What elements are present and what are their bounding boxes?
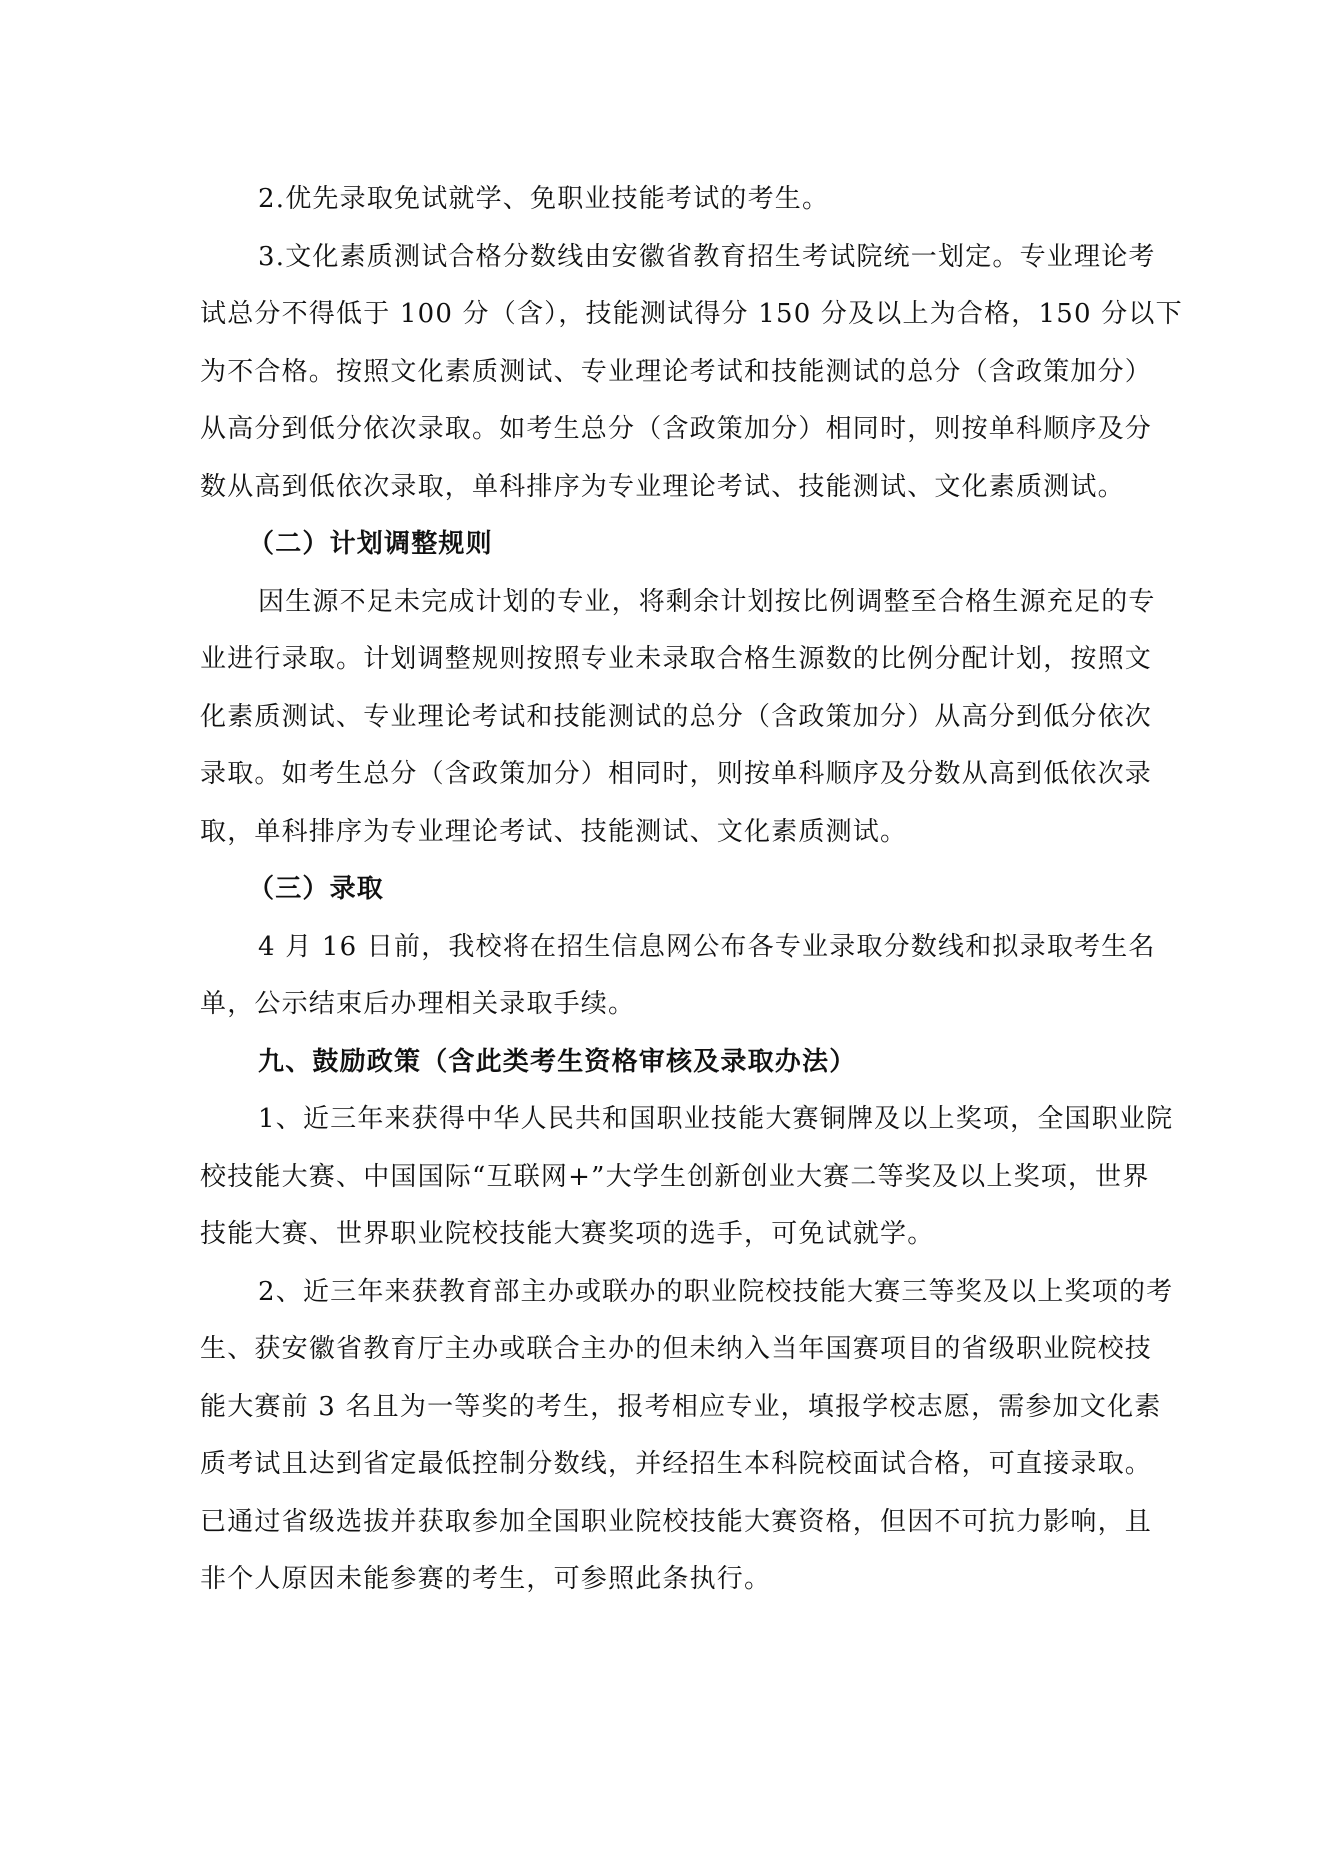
paragraph-line: 试总分不得低于 100 分（含），技能测试得分 150 分及以上为合格，150 分以下 [200,299,1183,329]
paragraph-line: 因生源不足未完成计划的专业，将剩余计划按比例调整至合格生源充足的专 [258,587,1156,617]
paragraph-line: 3.文化素质测试合格分数线由安徽省教育招生考试院统一划定。专业理论考 [258,242,1156,272]
paragraph-line: 已通过省级选拔并获取参加全国职业院校技能大赛资格，但因不可抗力影响，且 [200,1507,1153,1537]
paragraph-line: 化素质测试、专业理论考试和技能测试的总分（含政策加分）从高分到低分依次 [200,702,1153,732]
paragraph-line: 单，公示结束后办理相关录取手续。 [200,989,636,1019]
paragraph-line: 2.优先录取免试就学、免职业技能考试的考生。 [258,184,830,214]
paragraph-line: 技能大赛、世界职业院校技能大赛奖项的选手，可免试就学。 [200,1219,935,1249]
paragraph-line: 录取。如考生总分（含政策加分）相同时，则按单科顺序及分数从高到低依次录 [200,759,1153,789]
paragraph-line: 质考试且达到省定最低控制分数线，并经招生本科院校面试合格，可直接录取。 [200,1449,1153,1479]
paragraph-line: 为不合格。按照文化素质测试、专业理论考试和技能测试的总分（含政策加分） [200,357,1153,387]
paragraph-line: 从高分到低分依次录取。如考生总分（含政策加分）相同时，则按单科顺序及分 [200,414,1153,444]
paragraph-line: 能大赛前 3 名且为一等奖的考生，报考相应专业，填报学校志愿，需参加文化素 [200,1392,1162,1422]
paragraph-line: 业进行录取。计划调整规则按照专业未录取合格生源数的比例分配计划，按照文 [200,644,1153,674]
paragraph-line: 生、获安徽省教育厅主办或联合主办的但未纳入当年国赛项目的省级职业院校技 [200,1334,1153,1364]
chapter-heading: 九、鼓励政策（含此类考生资格审核及录取办法） [258,1047,857,1077]
section-heading: （三）录取 [248,874,385,904]
paragraph-line: 取，单科排序为专业理论考试、技能测试、文化素质测试。 [200,817,908,847]
paragraph-line: 数从高到低依次录取，单科排序为专业理论考试、技能测试、文化素质测试。 [200,472,1125,502]
paragraph-line: 校技能大赛、中国国际“互联网+”大学生创新创业大赛二等奖及以上奖项，世界 [200,1162,1150,1192]
paragraph-line: 2、近三年来获教育部主办或联办的职业院校技能大赛三等奖及以上奖项的考 [258,1277,1174,1307]
paragraph-line: 4 月 16 日前，我校将在招生信息网公布各专业录取分数线和拟录取考生名 [258,932,1156,962]
section-heading: （二）计划调整规则 [248,529,493,559]
paragraph-line: 1、近三年来获得中华人民共和国职业技能大赛铜牌及以上奖项，全国职业院 [258,1104,1174,1134]
paragraph-line: 非个人原因未能参赛的考生，可参照此条执行。 [200,1564,772,1594]
